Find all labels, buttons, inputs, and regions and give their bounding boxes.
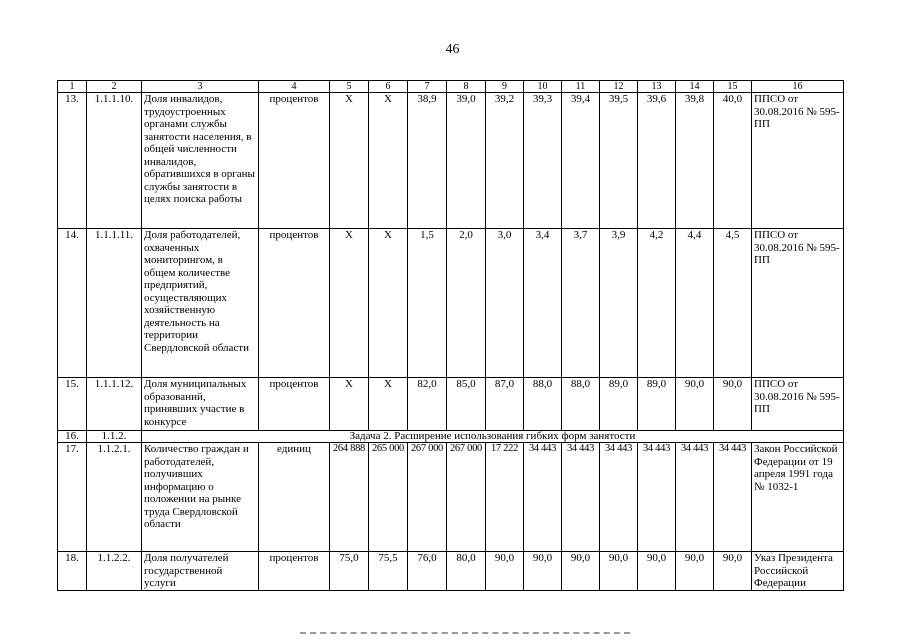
source-document: ППСО от 30.08.2016 № 595-ПП <box>752 378 844 431</box>
column-header-8: 8 <box>447 81 486 93</box>
column-header-13: 13 <box>638 81 676 93</box>
column-header-10: 10 <box>524 81 562 93</box>
value-cell: X <box>330 378 369 431</box>
value-cell: 267 000 <box>408 443 447 552</box>
value-cell: 90,0 <box>486 552 524 591</box>
column-header-6: 6 <box>369 81 408 93</box>
value-cell: 3,4 <box>524 229 562 378</box>
value-cell: 89,0 <box>638 378 676 431</box>
task-title: Задача 2. Расширение использования гибких форм занятости <box>142 431 844 443</box>
row-number: 13. <box>58 93 87 229</box>
table-row <box>58 229 844 378</box>
value-cell: 39,5 <box>600 93 638 229</box>
value-cell: 3,7 <box>562 229 600 378</box>
indicator-name: Доля муниципальных образований, принявших участие в конкурсе <box>142 378 259 431</box>
value-cell: 88,0 <box>562 378 600 431</box>
indicator-code: 1.1.2.2. <box>87 552 142 591</box>
value-cell: 90,0 <box>562 552 600 591</box>
value-cell: 75,0 <box>330 552 369 591</box>
indicator-name: Доля инвалидов, трудоустроенных органами службы занятости населения, в общей численности инвалидов, обратившихся в органы службы занятости в целях поиска работы <box>142 93 259 229</box>
indicator-name: Доля работодателей, охваченных мониторингом, в общем количестве предприятий, осуществляющих хозяйственную деятельность на территории Свердловской области <box>142 229 259 378</box>
table-row <box>58 552 844 591</box>
value-cell: X <box>369 378 408 431</box>
value-cell: 39,3 <box>524 93 562 229</box>
value-cell: 34 443 <box>676 443 714 552</box>
value-cell: 34 443 <box>600 443 638 552</box>
value-cell: 38,9 <box>408 93 447 229</box>
value-cell: 40,0 <box>714 93 752 229</box>
column-header-12: 12 <box>600 81 638 93</box>
column-header-11: 11 <box>562 81 600 93</box>
value-cell: 39,0 <box>447 93 486 229</box>
value-cell: 75,5 <box>369 552 408 591</box>
value-cell: 17 222 <box>486 443 524 552</box>
column-header-1: 1 <box>58 81 87 93</box>
value-cell: 87,0 <box>486 378 524 431</box>
column-header-5: 5 <box>330 81 369 93</box>
indicator-code: 1.1.1.10. <box>87 93 142 229</box>
value-cell: 88,0 <box>524 378 562 431</box>
value-cell: 3,9 <box>600 229 638 378</box>
table-row <box>58 443 844 552</box>
value-cell: 90,0 <box>714 378 752 431</box>
indicator-name: Количество граждан и работодателей, получивших информацию о положении на рынке труда Свердловской области <box>142 443 259 552</box>
unit-of-measure: единиц <box>259 443 330 552</box>
indicators-table <box>57 80 844 591</box>
column-header-2: 2 <box>87 81 142 93</box>
row-number: 17. <box>58 443 87 552</box>
value-cell: 90,0 <box>676 378 714 431</box>
value-cell: X <box>369 93 408 229</box>
source-document: Указ Президента Российской Федерации <box>752 552 844 591</box>
task-code: 1.1.2. <box>87 431 142 443</box>
table-row <box>58 93 844 229</box>
task-row <box>58 431 844 443</box>
value-cell: 34 443 <box>524 443 562 552</box>
column-header-14: 14 <box>676 81 714 93</box>
value-cell: 39,6 <box>638 93 676 229</box>
value-cell: X <box>330 229 369 378</box>
value-cell: 80,0 <box>447 552 486 591</box>
unit-of-measure: процентов <box>259 552 330 591</box>
value-cell: 89,0 <box>600 378 638 431</box>
value-cell: 1,5 <box>408 229 447 378</box>
value-cell: 90,0 <box>638 552 676 591</box>
indicator-code: 1.1.1.12. <box>87 378 142 431</box>
value-cell: 82,0 <box>408 378 447 431</box>
value-cell: 267 000 <box>447 443 486 552</box>
row-number: 18. <box>58 552 87 591</box>
table-row <box>58 378 844 431</box>
value-cell: 4,2 <box>638 229 676 378</box>
unit-of-measure: процентов <box>259 378 330 431</box>
value-cell: 39,2 <box>486 93 524 229</box>
value-cell: X <box>369 229 408 378</box>
value-cell: 265 000 <box>369 443 408 552</box>
value-cell: 76,0 <box>408 552 447 591</box>
column-header-16: 16 <box>752 81 844 93</box>
value-cell: 3,0 <box>486 229 524 378</box>
value-cell: 39,8 <box>676 93 714 229</box>
value-cell: 85,0 <box>447 378 486 431</box>
column-header-15: 15 <box>714 81 752 93</box>
page-edge-mark <box>300 632 630 637</box>
page-number: 46 <box>445 42 460 57</box>
value-cell: 4,5 <box>714 229 752 378</box>
source-document: ППСО от 30.08.2016 № 595-ПП <box>752 229 844 378</box>
value-cell: 264 888 <box>330 443 369 552</box>
value-cell: 90,0 <box>600 552 638 591</box>
value-cell: 90,0 <box>676 552 714 591</box>
value-cell: 90,0 <box>714 552 752 591</box>
indicator-name: Доля получателей государственной услуги <box>142 552 259 591</box>
column-header-9: 9 <box>486 81 524 93</box>
row-number: 14. <box>58 229 87 378</box>
value-cell: X <box>330 93 369 229</box>
value-cell: 2,0 <box>447 229 486 378</box>
column-header-4: 4 <box>259 81 330 93</box>
source-document: ППСО от 30.08.2016 № 595-ПП <box>752 93 844 229</box>
indicator-code: 1.1.2.1. <box>87 443 142 552</box>
value-cell: 34 443 <box>714 443 752 552</box>
column-header-7: 7 <box>408 81 447 93</box>
row-number: 15. <box>58 378 87 431</box>
value-cell: 34 443 <box>562 443 600 552</box>
indicator-code: 1.1.1.11. <box>87 229 142 378</box>
value-cell: 4,4 <box>676 229 714 378</box>
unit-of-measure: процентов <box>259 229 330 378</box>
source-document: Закон Российской Федерации от 19 апреля 1991 года № 1032-1 <box>752 443 844 552</box>
unit-of-measure: процентов <box>259 93 330 229</box>
value-cell: 39,4 <box>562 93 600 229</box>
column-header-3: 3 <box>142 81 259 93</box>
column-number-row <box>58 81 844 93</box>
value-cell: 34 443 <box>638 443 676 552</box>
value-cell: 90,0 <box>524 552 562 591</box>
row-number: 16. <box>58 431 87 443</box>
